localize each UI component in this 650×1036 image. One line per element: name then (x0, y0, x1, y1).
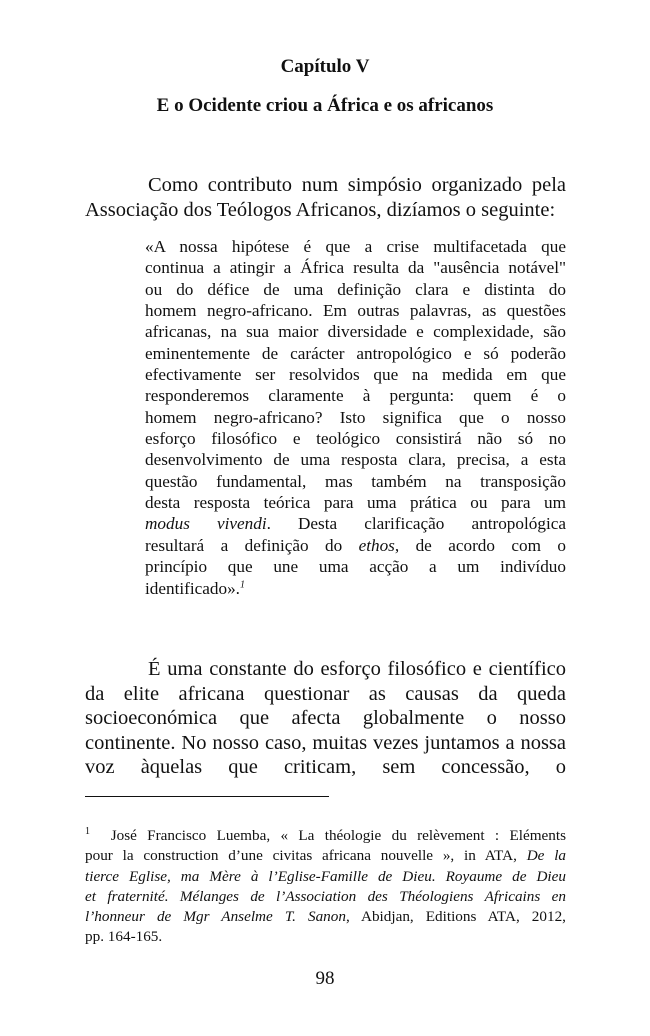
text-run: , Abidjan, Editions ATA, 2012, (345, 908, 566, 926)
quote-line (145, 578, 566, 599)
quote-line: africanas, na sua maior diversidade e complexidade, são (145, 322, 566, 342)
text-line: Associação dos Teólogos Africanos, dizíamos o seguinte: (85, 198, 556, 221)
footnote-line: pp. 164-165. (85, 928, 163, 946)
quote-line: «A nossa hipótese é que a crise multifacetada que (145, 237, 566, 256)
quote-line: responderemos claramente à pergunta: quem é o (145, 386, 566, 406)
quote-line: esforço filosófico e teológico consistirá não só no (145, 429, 566, 449)
footnote-number: 1 (85, 825, 90, 837)
footnote-line (85, 846, 566, 866)
text-line: voz àquelas que criticam, sem concessão, o (85, 756, 566, 778)
quote-line: desta resposta teórica para uma prática ou para um (145, 493, 566, 513)
block-quote (145, 236, 566, 599)
text-run: resultará a definição do (145, 535, 359, 555)
footnote-reference[interactable]: 1 (239, 578, 245, 590)
text-line: continente. No nosso caso, muitas vezes juntamos a nossa (85, 731, 566, 754)
quote-line: questão fundamental, mas também na transposição (145, 471, 566, 491)
quote-line: homem negro-africano. Em outras palavras, as questões (145, 301, 566, 321)
quote-line: eminentemente de carácter antropológico e só poderão (145, 343, 566, 363)
quote-line: continua a atingir a África resulta da "ausência notável" (145, 258, 566, 278)
text-run: . Desta clarificação antropológica (266, 514, 566, 534)
footnote-line (85, 907, 566, 927)
italic-title: et fraternité. Mélanges de l’Association des Théologiens Africains en (85, 887, 566, 905)
italic-title: tierce Eglise, ma Mère à l’Eglise-Famille de Dieu. Royaume de Dieu (85, 867, 566, 885)
quote-line (145, 535, 566, 556)
text-run: José Francisco Luemba, « La théologie du relèvement : Eléments (110, 827, 566, 844)
quote-line (145, 513, 566, 534)
quote-line: homem negro-africano? Isto significa que o nosso (145, 407, 566, 427)
italic-title: De la (526, 847, 567, 865)
text-line: socioeconómica que afecta globalmente o nosso (85, 707, 566, 729)
italic-term: ethos (358, 535, 395, 555)
text-line: da elite africana questionar as causas da queda (85, 682, 566, 705)
italic-title: l’honneur de Mgr Anselme T. Sanon (85, 908, 346, 926)
text-run: , de acordo com o (394, 535, 566, 555)
text-line: Como contributo num simpósio organizado pela (148, 174, 566, 196)
italic-term: modus vivendi (145, 514, 267, 534)
footnote-line (85, 887, 566, 907)
chapter-subtitle: E o Ocidente criou a África e os africanos (156, 95, 494, 116)
chapter-title: Capítulo V (280, 56, 370, 77)
page-number: 98 (315, 968, 335, 989)
paragraph-intro (85, 173, 566, 222)
footnote-line (85, 826, 566, 846)
text-line: É uma constante do esforço filosófico e científico (148, 658, 566, 680)
footnote (85, 826, 566, 948)
text-run: identificado». (145, 578, 240, 598)
text-run: pour la construction d’une civitas africana nouvelle », in ATA, (85, 847, 527, 865)
quote-line: efectivamente ser resolvidos que na medida em que (145, 365, 566, 385)
quote-line: ou do défice de uma definição clara e distinta do (145, 279, 566, 299)
footnote-line (85, 867, 566, 887)
quote-line: princípio que une uma acção a um indivíduo (145, 557, 566, 577)
paragraph-main (85, 657, 566, 780)
footnote-divider (85, 796, 329, 797)
quote-line: desenvolvimento de uma resposta clara, precisa, a esta (145, 450, 566, 470)
